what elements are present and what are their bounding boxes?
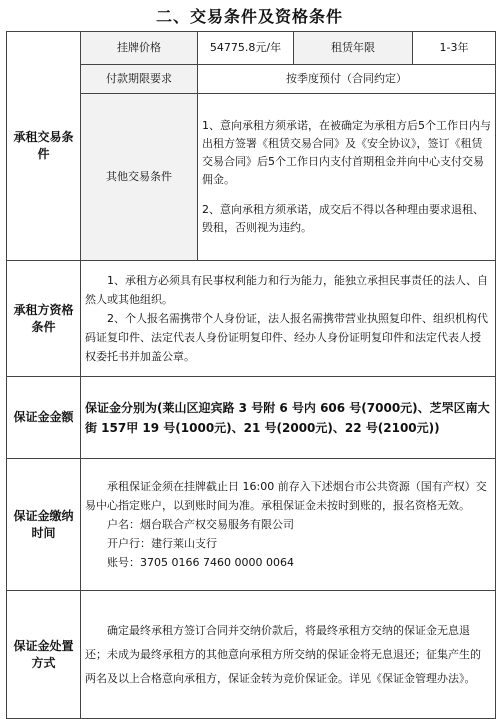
payment-row <box>7 65 496 94</box>
term-label: 租赁年限 <box>294 32 413 65</box>
other-condition-item: 1、意向承租方须承诺，在被确定为承租方后5个工作日内与出租方签署《租赁交易合同》及《安全协议》，签订《租赁交易合同》后5个工作日内支付首期租金并向中心支付交易佣金。 <box>202 119 491 186</box>
qualification-item: 2、个人报名需携带个人身份证，法人报名需携带营业执照复印件、组织机构代码证复印件、法定代表人身份证明复印件、经办人身份证明复印件和法定代表人授权委托书并加盖公章。 <box>85 312 488 363</box>
deposit-time-text: 承租保证金须在挂牌截止日 16:00 前存入下述烟台市公共资源（国有产权）交易中心指定账户，以到账时间为准。承租保证金未按时到账的，报名资格无效。 <box>85 480 487 512</box>
term-value: 1-3年 <box>413 32 496 65</box>
payment-label: 付款期限要求 <box>81 65 198 94</box>
deposit-amount-row <box>7 377 496 459</box>
account-bank: 开户行：建行莱山支行 <box>107 537 217 550</box>
conditions-table <box>6 31 496 719</box>
price-label: 挂牌价格 <box>81 32 198 65</box>
other-condition-item: 2、意向承租方须承诺，成交后不得以各种理由要求退租、毁租，否则视为违约。 <box>202 203 484 234</box>
deposit-handling-text: 确定最终承租方签订合同并交纳价款后，将最终承租方交纳的保证金无息退还；未成为最终承租方的其他意向承租方所交纳的保证金将无息退还；征集产生的两名及以上合格意向承租方，保证金转为竞价保证金。详见《保证金管理办法》。 <box>85 623 481 685</box>
qualification-cell <box>81 261 496 377</box>
deposit-time-label: 保证金缴纳时间 <box>7 459 81 591</box>
qualification-item: 1、承租方必须具有民事权利能力和行为能力，能独立承担民事责任的法人、自然人或其他组织。 <box>85 274 488 306</box>
other-conditions-cell <box>198 94 496 261</box>
deposit-handling-cell <box>81 591 496 719</box>
page-title: 二、交易条件及资格条件 <box>155 7 343 26</box>
price-value: 54775.8元/年 <box>198 32 294 65</box>
deposit-time-cell <box>81 459 496 591</box>
other-conditions-label: 其他交易条件 <box>81 94 198 261</box>
payment-value: 按季度预付（合同约定） <box>198 65 496 94</box>
qualification-label: 承租方资格条件 <box>7 261 81 377</box>
qualification-row <box>7 261 496 377</box>
price-row <box>7 32 496 65</box>
account-number: 账号：3705 0166 7460 0000 0064 <box>107 556 294 569</box>
account-name: 户名：烟台联合产权交易服务有限公司 <box>107 518 294 531</box>
lease-conditions-label: 承租交易条件 <box>7 32 81 261</box>
deposit-handling-row <box>7 591 496 719</box>
other-conditions-row <box>7 94 496 261</box>
deposit-amount-label: 保证金金额 <box>7 377 81 459</box>
deposit-handling-label: 保证金处置方式 <box>7 591 81 719</box>
deposit-amount-text: 保证金分别为(莱山区迎宾路 3 号附 6 号内 606 号(7000元)、芝罘区南大街 157甲 19 号(1000元)、21 号(2000元)、22 号(2100元)) <box>81 377 496 459</box>
deposit-time-row <box>7 459 496 591</box>
